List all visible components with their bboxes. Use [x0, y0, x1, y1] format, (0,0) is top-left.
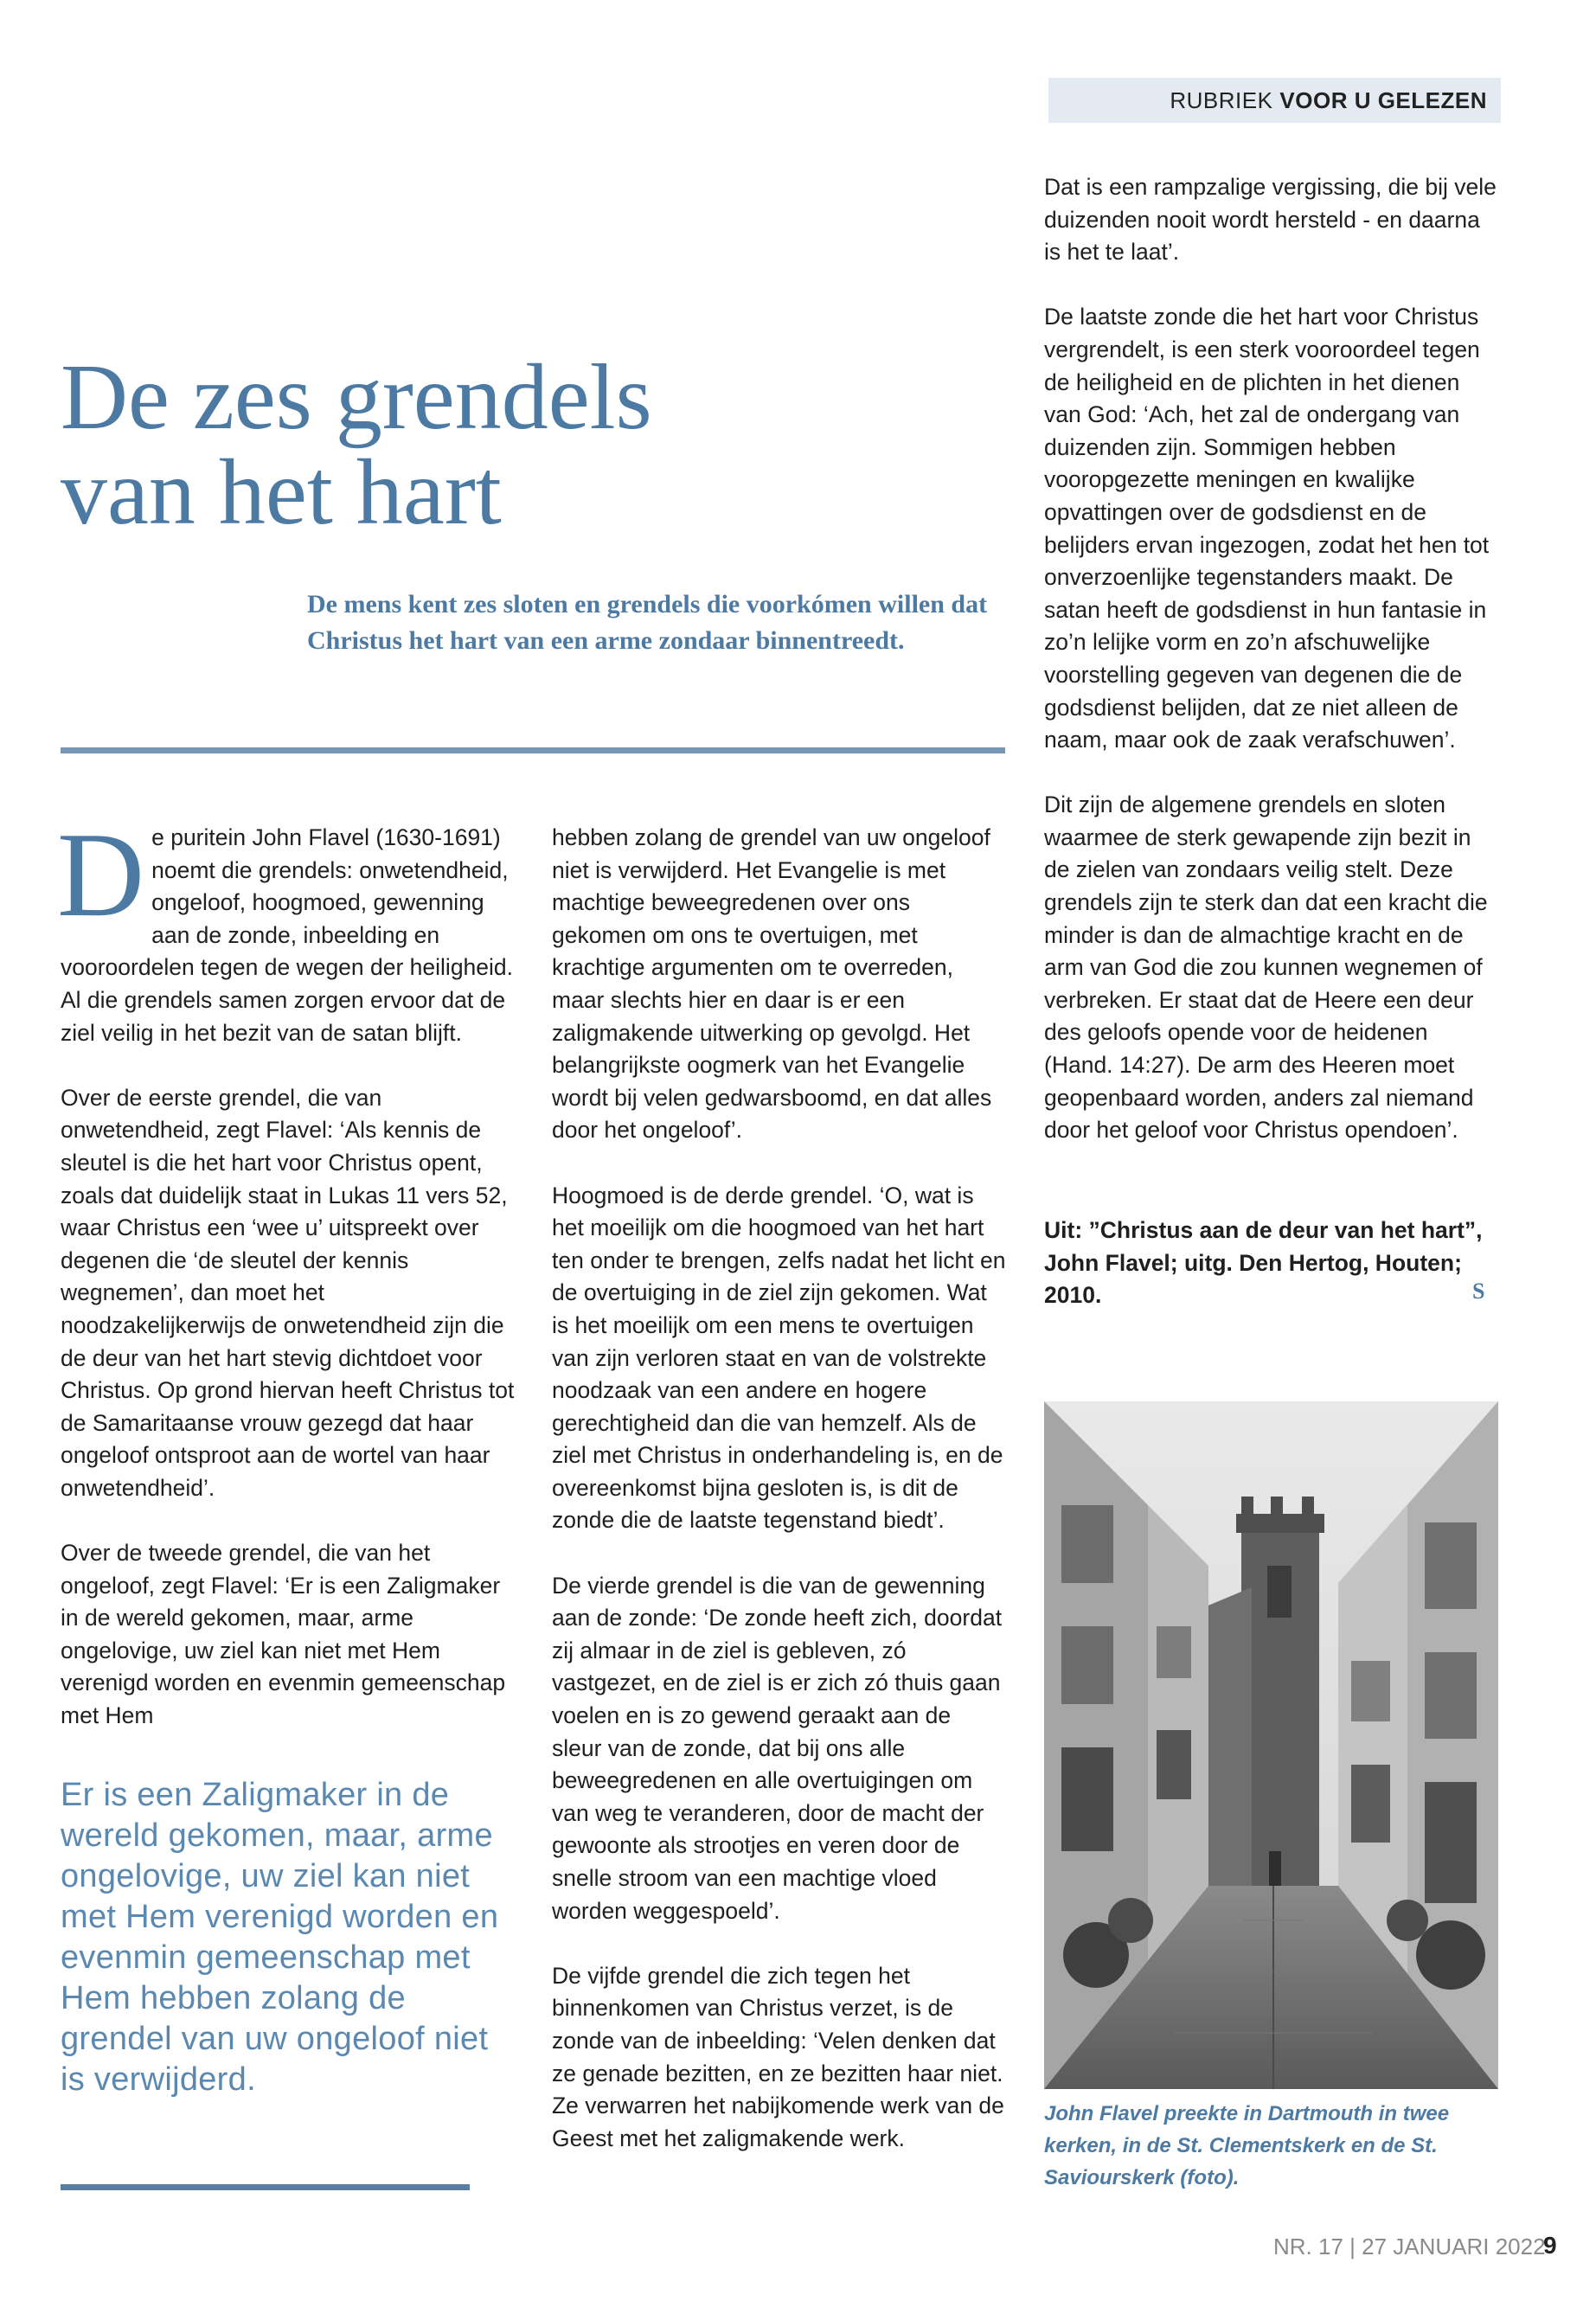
- paragraph: Over de eerste grendel, die van onwetendheid, zegt Flavel: ‘Als kennis de sleutel is die het hart voor Christus opent, zoals dat duidelijk staat in Lukas 11 vers 52, waar Christus een ‘wee u’ uitspreekt over degenen die ‘de sleutel der kennis wegnemen’, dan moet het noodzakelijkerwijs de onwetendheid zijn die de deur van het hart stevig dichtdoet voor Christus. Op grond hiervan heeft Christus tot de Samaritaanse vrouw gezegd dat haar ongeloof ontsproot aan de wortel van haar onwetendheid’.: [61, 1084, 515, 1501]
- photo-caption: John Flavel preekte in Dartmouth in twee kerken, in de St. Clementskerk en de St. Saviourskerk (foto).: [1044, 2102, 1450, 2189]
- issue-info: NR. 17 | 27 JANUARI 2022: [1273, 2234, 1546, 2259]
- paragraph: Dit zijn de algemene grendels en sloten waarmee de sterk gewapende zijn bezit in de zielen van zondaars veilig stelt. Deze grendels zijn te sterk dan dat een kracht die minder is dan de almachtige kracht en de arm van God die zou kunnen wegnemen of verbreken. Er staat dat de Heere een deur des geloofs opende voor de heidenen (Hand. 14:27). De arm des Heeren moet geopenbaard worden, anders zal niemand door het geloof voor Christus opendoen’.: [1044, 792, 1488, 1144]
- paragraph-text: e puritein John Flavel (1630-1691) noemt die grendels: onwetendheid, ongeloof, hoogmoed, gewenning aan de zonde, inbeelding en vooroordelen tegen de wegen der heiligheid. Al die grendels samen zorgen ervoor dat de ziel veilig in het bezit van de satan blijft.: [61, 824, 514, 1046]
- paragraph: Over de tweede grendel, die van het ongeloof, zegt Flavel: ‘Er is een Zaligmaker in de wereld gekomen, maar, arme ongelovige, uw ziel kan niet met Hem verenigd worden en evenmin gemeenschap met Hem: [61, 1540, 506, 1729]
- end-mark-icon: S: [1472, 1279, 1485, 1304]
- paragraph: [57, 808, 515, 1049]
- paragraph: Hoogmoed is de derde grendel. ‘O, wat is het moeilijk om die hoogmoed van het hart ten onder te brengen, zelfs nadat het licht en de overtuiging in de ziel zijn gekomen. Wat is het moeilijk om een mens te overtuigen van zijn verloren staat en van de volstrekte noodzaak van een andere en hogere gerechtigheid dan die van hemzelf. Als de ziel met Christus in onderhandeling is, en de overeenkomst bijna gesloten is, is dit de zonde die de laatste tegenstand biedt’.: [552, 1182, 1006, 1534]
- paragraph: De laatste zonde die het hart voor Christus vergrendelt, is een sterk vooroordeel tegen de heiligheid en de plichten in het dienen van God: ‘Ach, het zal de ondergang van duizenden zijn. Sommigen hebben vooropgezette meningen en kwalijke opvattingen over de godsdienst en de belijders ervan ingezogen, zodat het hen tot onverzoenlijke tegenstanders maakt. De satan heeft de godsdienst in hun fantasie in zo’n lelijke vorm en zo’n afschuwelijke voorstelling gegeven van degenen die de godsdienst belijden, dat ze niet alleen de naam, maar ook de zaak verafschuwen’.: [1044, 304, 1490, 753]
- section-label: [1048, 78, 1501, 123]
- paragraph: De vierde grendel is die van de gewenning aan de zonde: ‘De zonde heeft zich, doordat zij almaar in de ziel is gebleven, zó vastgezet, en de ziel is er zich zó thuis gaan voelen en is zo gewend geraakt aan de sleur van de zonde, dat bij ons alle beweegredenen en alle overtuigingen om van weg te veranderen, door de macht der gewoonte als strootjes en veren door de snelle stroom van een machtige vloed worden weggespoeld’.: [552, 1572, 1003, 1924]
- body-column-1: [57, 808, 515, 1765]
- section-label-name: VOOR U GELEZEN: [1279, 87, 1487, 113]
- body-column-2: [552, 822, 1006, 2188]
- article-title-line1: De zes grendels: [61, 346, 652, 449]
- paragraph: hebben zolang de grendel van uw ongeloof niet is verwijderd. Het Evangelie is met machtige beweegredenen over ons gekomen om ons te overtuigen, met krachtige argumenten om te overreden, maar slechts hier en daar is er een zaligmakende uitwerking op gevolgd. Het belangrijkste oogmerk van het Evangelie wordt bij velen gedwarsboomd, en dat alles door het ongeloof’.: [552, 824, 992, 1144]
- body-column-3: [1044, 171, 1498, 1179]
- section-label-prefix: RUBRIEK: [1170, 87, 1273, 113]
- article-intro: De mens kent zes sloten en grendels die voorkómen willen dat Christus het hart van een arme zondaar binnentreedt.: [307, 590, 988, 655]
- pull-quote: Er is een Zaligmaker in de wereld gekomen, maar, arme ongelovige, uw ziel kan niet met Hem verenigd worden en evenmin gemeenschap met Hem hebben zolang de grendel van uw ongeloof niet is verwijderd.: [61, 1777, 499, 2098]
- source-credit: Uit: ”Christus aan de deur van het hart”, John Flavel; uitg. Den Hertog, Houten; 2010.: [1044, 1217, 1483, 1309]
- pull-quote-divider: [61, 2184, 470, 2190]
- page-number: 9: [1543, 2232, 1557, 2259]
- drop-cap: D: [57, 808, 145, 942]
- title-divider: [61, 747, 1005, 753]
- article-title: [61, 346, 986, 544]
- paragraph: De vijfde grendel die zich tegen het binnenkomen van Christus verzet, is de zonde van de inbeelding: ‘Velen denken dat ze genade bezitten, en ze bezitten haar niet. Ze verwarren het nabijkomende werk van de Geest met het zaligmakende werk.: [552, 1962, 1004, 2151]
- street-photo: [1044, 1401, 1498, 2089]
- paragraph: Dat is een rampzalige vergissing, die bij vele duizenden nooit wordt hersteld - en daarna is het te laat’.: [1044, 174, 1497, 266]
- article-title-line2: van het hart: [61, 441, 502, 544]
